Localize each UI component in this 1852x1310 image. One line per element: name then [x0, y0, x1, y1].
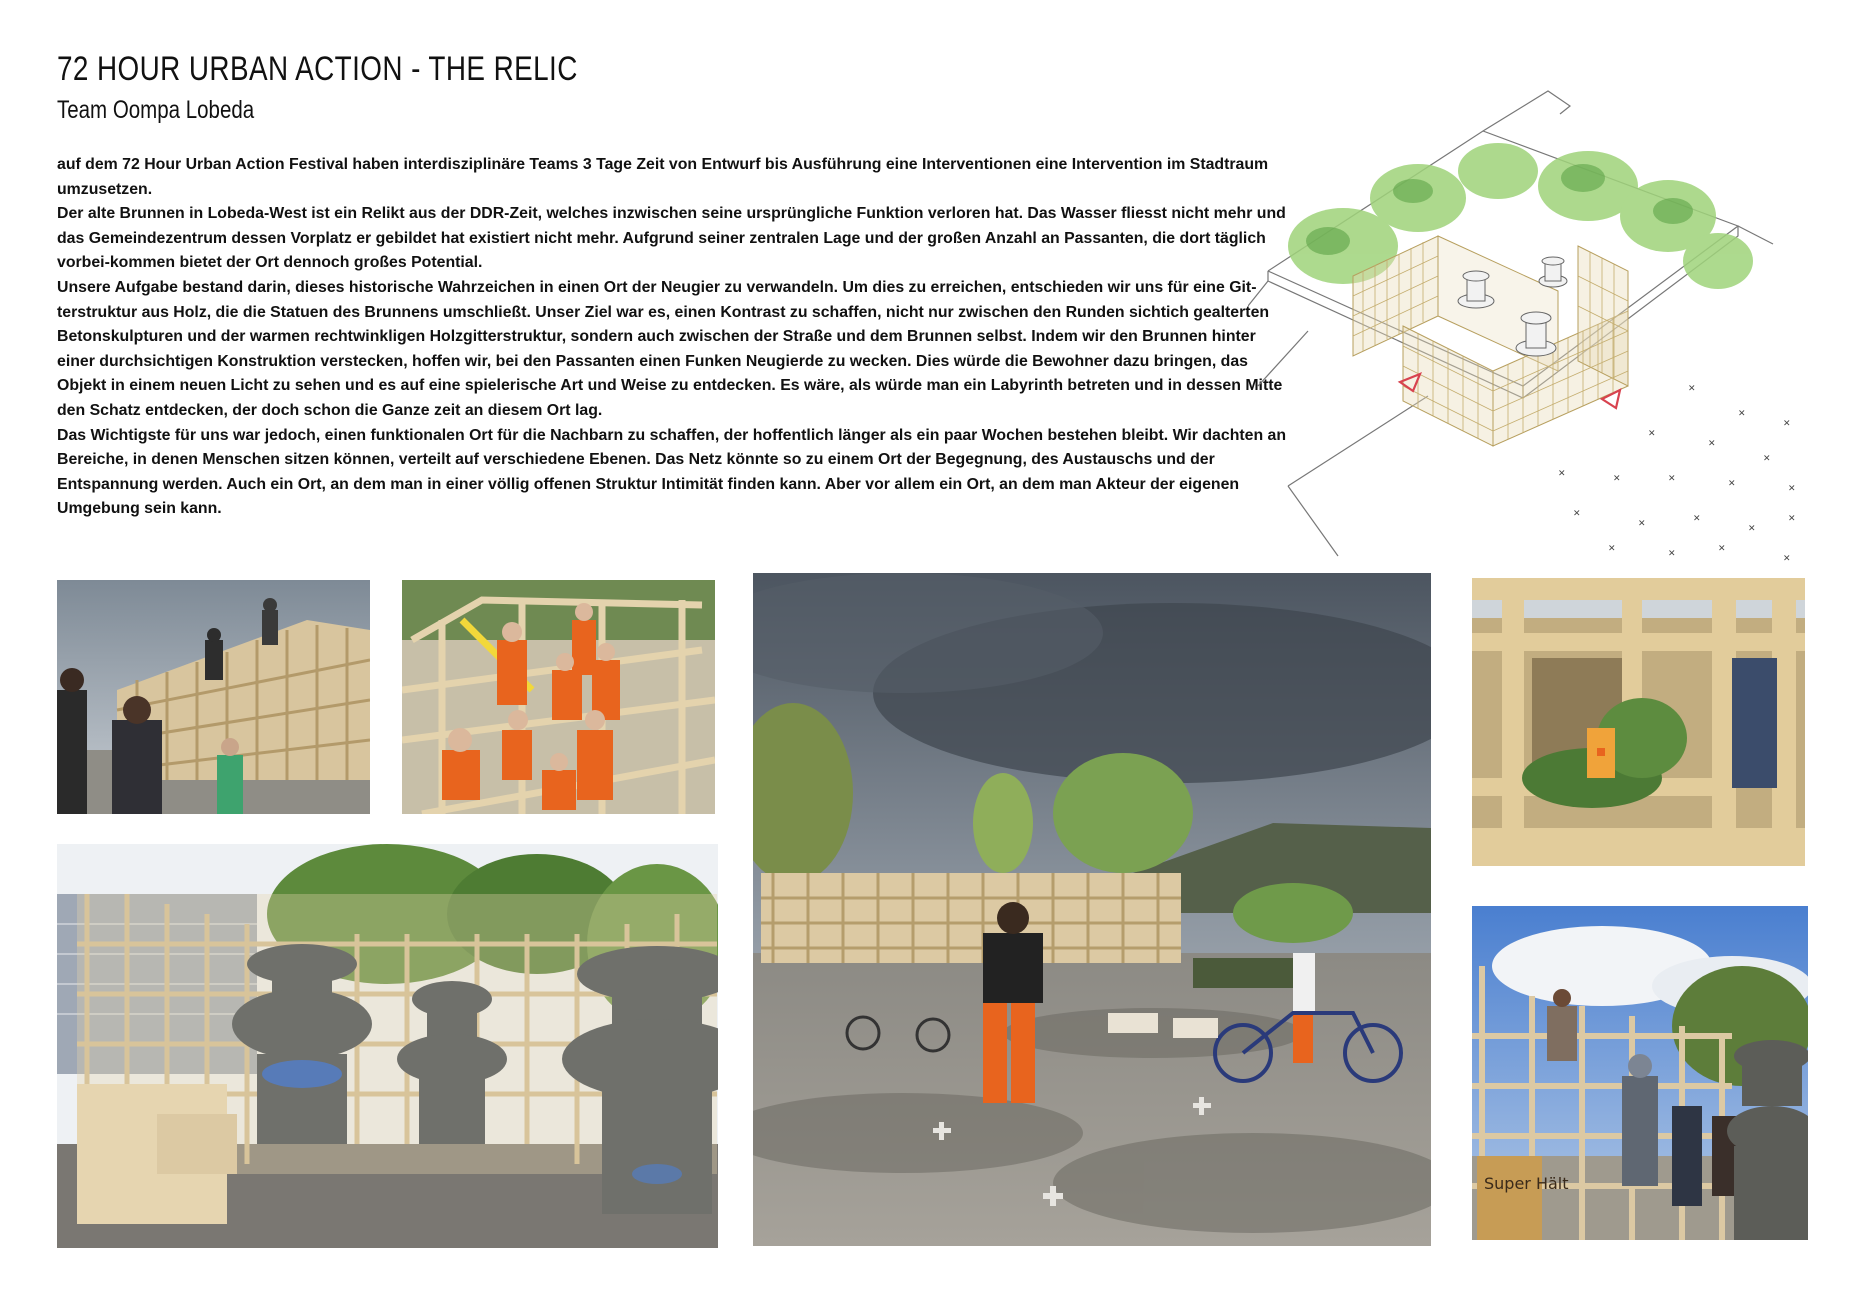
svg-text:✕: ✕ [1783, 554, 1791, 564]
axonometric-drawing [1248, 86, 1822, 570]
svg-text:✕: ✕ [1688, 384, 1696, 394]
photo-square-overview [753, 573, 1431, 1246]
svg-text:✕: ✕ [1728, 479, 1736, 489]
body-text [57, 153, 1293, 522]
svg-text:✕: ✕ [1748, 524, 1756, 534]
svg-text:✕: ✕ [1608, 544, 1616, 554]
svg-text:✕: ✕ [1788, 514, 1796, 524]
svg-text:✕: ✕ [1738, 409, 1746, 419]
photo-visitors-sign [1472, 906, 1808, 1240]
paragraph-task: Unsere Aufgabe bestand darin, dieses historische Wahrzeichen in einen Ort der Neugier zu verwandeln. Um dies zu erreichen, entschieden wir uns für eine Git-terstruktur aus Holz, die die Statuen des Brunnens umschließt. Unser Ziel war es, einen Kontrast zu schaffen, nicht nur zwischen den Runden sichtich gealterten Betonskulpturen und der warmen rechtwinkligen Holzgitterstruktur, sondern auch zwischen der Straße und dem Brunnen selbst. Indem wir den Brunnen hinter einer durchsichtigen Konstruktion verstecken, hoffen wir, bei den Passanten einen Funken Neugierde zu wecken. Dies würde die Bewohner dazu bringen, das Objekt in einem neuen Licht zu sehen und es auf eine spielerische Art und Weise zu entdecken. Es wäre, als würde man ein Labyrinth betreten und in dessen Mitte den Schatz entdecken, der doch schon die Ganze zeit an diesem Ort lag. [57, 278, 1283, 419]
svg-text:✕: ✕ [1718, 544, 1726, 554]
svg-text:✕: ✕ [1613, 474, 1621, 484]
photo-structure-climbers [57, 580, 370, 814]
svg-text:✕: ✕ [1558, 469, 1566, 479]
svg-text:✕: ✕ [1648, 429, 1656, 439]
photo-fountain-statues [57, 844, 718, 1248]
photo-team-orange [402, 580, 715, 814]
photo-structure-plants [1472, 578, 1805, 866]
page-subtitle: Team Oompa Lobeda [57, 96, 255, 124]
svg-text:✕: ✕ [1788, 484, 1796, 494]
svg-text:✕: ✕ [1573, 509, 1581, 519]
svg-text:✕: ✕ [1708, 439, 1716, 449]
svg-text:✕: ✕ [1763, 454, 1771, 464]
svg-text:✕: ✕ [1693, 514, 1701, 524]
paragraph-goal: Das Wichtigste für uns war jedoch, einen funktionalen Ort für die Nachbarn zu schaffen, der hoffentlich länger als ein paar Wochen bestehen bleibt. Wir dachten an Bereiche, in denen Menschen sitzen können, verteilt auf verschiedene Ebenen. Das Netz könnte so zu einem Ort der Begegnung, des Austauschs und der Entspannung werden. Auch ein Ort, an dem man in einer völlig offenen Struktur Intimität finden kann. Aber vor allem ein Ort, an dem man Akteur der eigenen Umgebung sein kann. [57, 426, 1287, 518]
svg-text:✕: ✕ [1638, 519, 1646, 529]
page-title: 72 HOUR URBAN ACTION - THE RELIC [57, 50, 578, 88]
paragraph-intro: auf dem 72 Hour Urban Action Festival haben interdisziplinäre Teams 3 Tage Zeit von Entwurf bis Ausführung eine Interventionen eine Intervention im Stadtraum umzusetzen. [57, 156, 1269, 198]
sign-text: Super Hält [1484, 1174, 1569, 1193]
svg-text:✕: ✕ [1668, 549, 1676, 559]
svg-text:✕: ✕ [1783, 419, 1791, 429]
paragraph-relic: Der alte Brunnen in Lobeda-West ist ein Relikt aus der DDR-Zeit, welches inzwischen seine ursprüngliche Funktion verloren hat. Das Wasser fliesst nicht mehr und das Gemeindezentrum dessen Vorplatz er gebildet hat existiert nicht mehr. Aufgrund seiner zentralen Lage und der großen Anzahl an Passanten, die dort täglich vorbei-kommen bietet der Ort dennoch großes Potential. [57, 205, 1286, 272]
svg-text:✕: ✕ [1668, 474, 1676, 484]
